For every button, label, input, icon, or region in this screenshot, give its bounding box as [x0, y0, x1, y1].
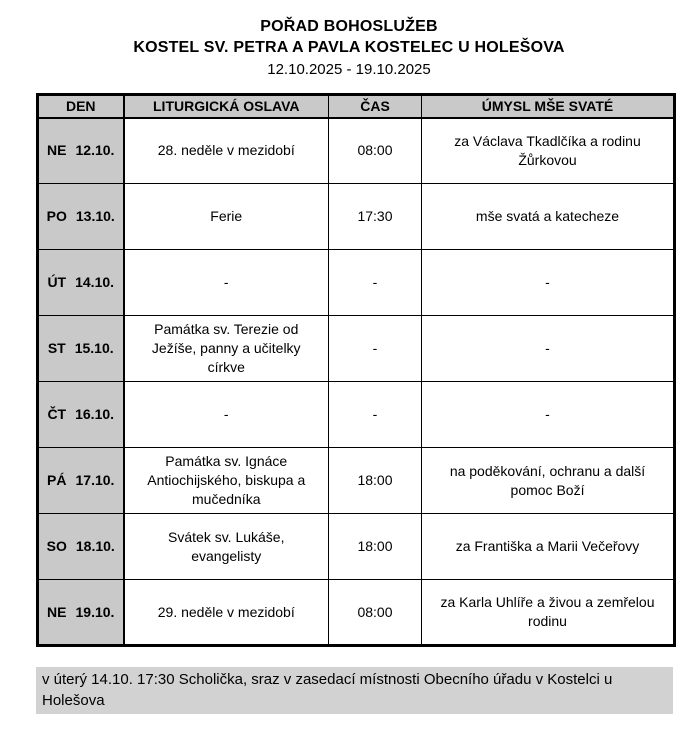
time-cell: -	[329, 382, 422, 448]
footer-note: v úterý 14.10. 17:30 Scholička, sraz v zasedací místnosti Obecního úřadu v Kostelci u Holešova	[36, 667, 673, 714]
day-cell	[38, 514, 124, 580]
day-date: 19.10.	[75, 603, 115, 620]
intention-cell: mše svatá a katecheze	[422, 184, 675, 250]
intention-cell: za Václava Tkadlčíka a rodinu Žůrkovou	[422, 118, 675, 184]
time-cell: -	[329, 250, 422, 316]
feast-cell: Svátek sv. Lukáše, evangelisty	[124, 514, 329, 580]
feast-cell: -	[124, 250, 329, 316]
day-date: 17.10.	[75, 472, 115, 488]
day-date: 12.10.	[75, 142, 115, 159]
table-header-row	[38, 95, 675, 118]
table-row-ct-16-10	[38, 382, 675, 448]
feast-cell: 28. neděle v mezidobí	[124, 118, 329, 184]
day-date: 14.10.	[75, 274, 115, 290]
day-cell	[38, 316, 124, 382]
day-abbrev: ÚT	[47, 274, 67, 290]
day-abbrev: PO	[46, 208, 67, 224]
intention-cell: za Karla Uhlíře a živou a zemřelou rodinu	[422, 580, 675, 646]
column-header-den: DEN	[38, 95, 124, 118]
intention-cell: -	[422, 250, 675, 316]
column-header-liturgical: LITURGICKÁ OSLAVA	[124, 95, 329, 118]
feast-cell: Památka sv. Terezie od Ježíše, panny a učitelky církve	[124, 316, 329, 382]
feast-cell: -	[124, 382, 329, 448]
column-header-intention: ÚMYSL MŠE SVATÉ	[422, 95, 675, 118]
day-cell	[38, 184, 124, 250]
table-row-st-15-10	[38, 316, 675, 382]
table-row-pa-17-10	[38, 448, 675, 514]
day-abbrev: NE	[47, 142, 67, 159]
day-date: 18.10.	[75, 538, 115, 554]
intention-cell: na poděkování, ochranu a další pomoc Boží	[422, 448, 675, 514]
day-date: 15.10.	[74, 340, 114, 356]
day-cell	[38, 448, 124, 514]
table-row-so-18-10	[38, 514, 675, 580]
time-cell: 18:00	[329, 514, 422, 580]
table-row-ne-19-10	[38, 580, 675, 646]
day-cell	[38, 250, 124, 316]
day-date: 13.10.	[75, 208, 115, 224]
feast-cell: 29. neděle v mezidobí	[124, 580, 329, 646]
day-date: 16.10.	[75, 406, 115, 422]
table-row-ut-14-10	[38, 250, 675, 316]
day-cell	[38, 382, 124, 448]
day-abbrev: SO	[46, 538, 67, 554]
feast-cell: Ferie	[124, 184, 329, 250]
time-cell: 08:00	[329, 580, 422, 646]
day-cell	[38, 118, 124, 184]
column-header-time: ČAS	[329, 95, 422, 118]
page-subtitle: KOSTEL SV. PETRA A PAVLA KOSTELEC U HOLEŠOVA	[133, 39, 565, 56]
day-abbrev: ST	[47, 340, 66, 356]
day-cell	[38, 580, 124, 646]
table-row-ne-12-10	[38, 118, 675, 184]
date-range: 12.10.2025 - 19.10.2025	[267, 61, 431, 78]
day-abbrev: PÁ	[47, 472, 67, 488]
time-cell: 17:30	[329, 184, 422, 250]
intention-cell: za Františka a Marii Večeřovy	[422, 514, 675, 580]
day-abbrev: NE	[47, 603, 67, 620]
feast-cell: Památka sv. Ignáce Antiochijského, biskupa a mučedníka	[124, 448, 329, 514]
schedule-table	[36, 93, 676, 647]
time-cell: 08:00	[329, 118, 422, 184]
day-abbrev: ČT	[47, 406, 67, 422]
document-header	[0, 0, 698, 80]
time-cell: -	[329, 316, 422, 382]
table-row-po-13-10	[38, 184, 675, 250]
intention-cell: -	[422, 316, 675, 382]
time-cell: 18:00	[329, 448, 422, 514]
page-title: POŘAD BOHOSLUŽEB	[260, 18, 438, 35]
intention-cell: -	[422, 382, 675, 448]
